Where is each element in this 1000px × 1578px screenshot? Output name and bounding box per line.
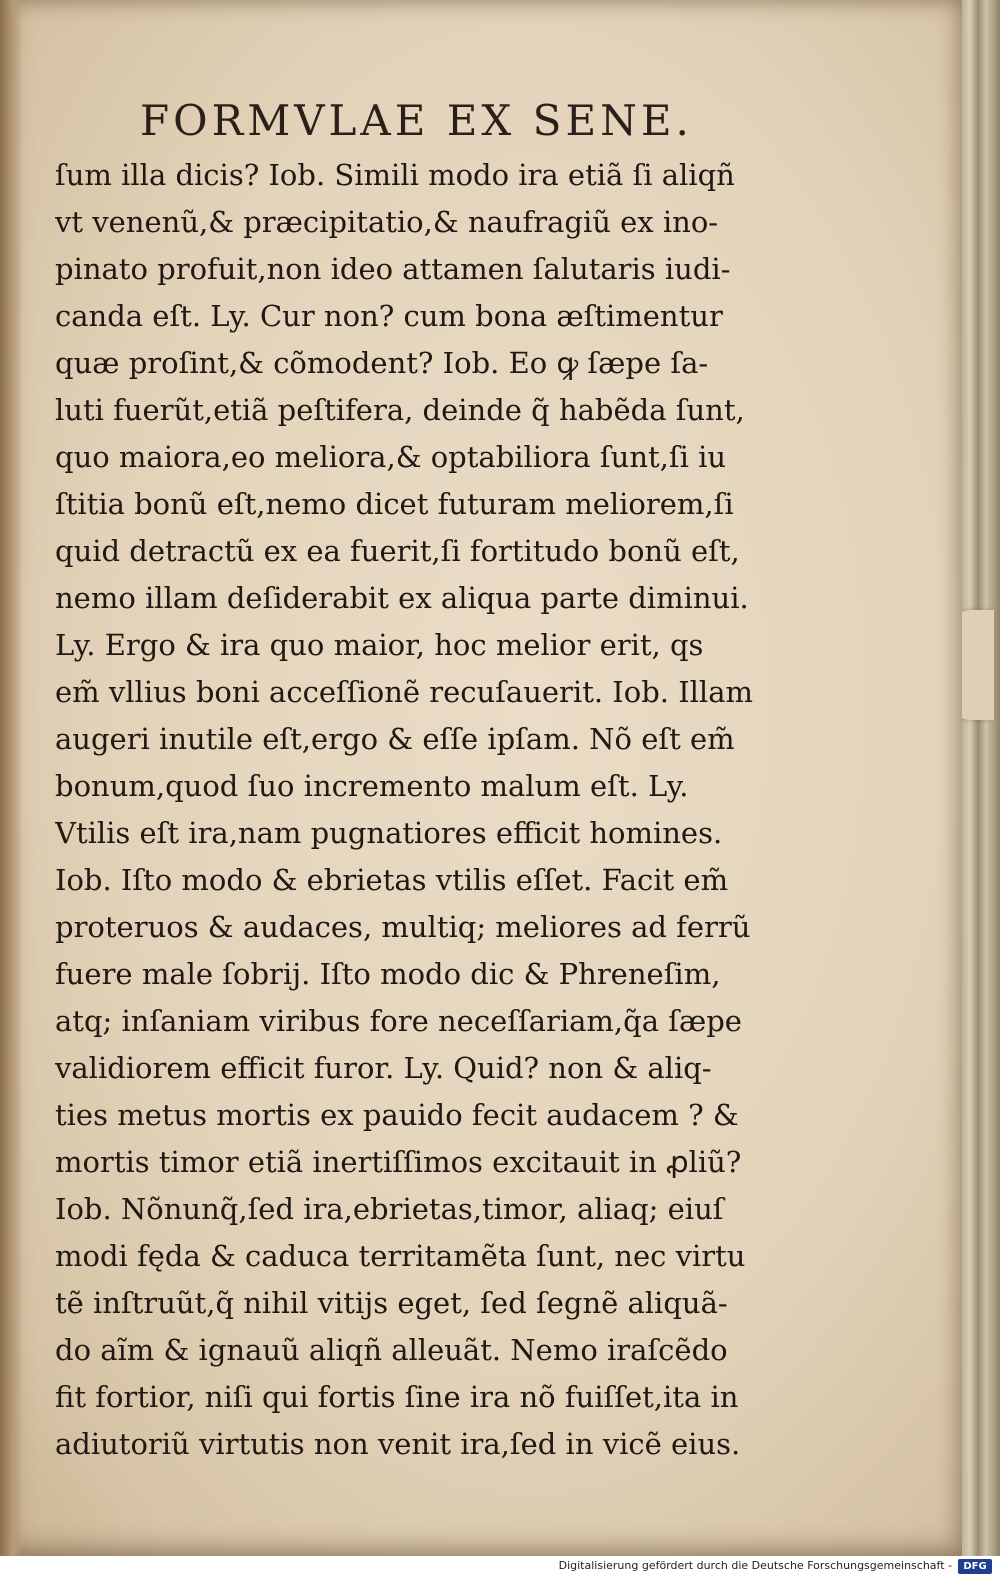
running-head: FORMVLAE EX SENE.: [140, 96, 693, 145]
dfg-logo: DFG: [958, 1559, 992, 1574]
text-line: vt venenũ,& præcipitatio,& naufragiũ ex ino-: [55, 205, 719, 239]
text-line: Vtilis eſt ira,nam pugnatiores efficit homines.: [55, 816, 723, 850]
text-line: quæ proſint,& cõmodent? Iob. Eo ꝙ ſæpe ſa-: [55, 346, 709, 380]
text-line: augeri inutile eſt,ergo & eſſe ipſam. Nõ eſt em̃: [55, 722, 735, 756]
book-page-edges: [960, 0, 1000, 1556]
text-line: Iob. Nõnunq̃,ſed ira,ebrietas,timor, aliaq; eiuſ: [55, 1192, 724, 1226]
text-line: mortis timor etiã inertiſſimos excitauit in ꝓliũ?: [55, 1145, 742, 1179]
page-text-block: [55, 152, 885, 1468]
text-line: adiutoriũ virtutis non venit ira,ſed in vicẽ eius.: [55, 1427, 741, 1461]
text-line: pinato profuit,non ideo attamen ſalutaris iudi-: [55, 252, 731, 286]
text-line: quid detractũ ex ea fuerit,ſi fortitudo bonũ eſt,: [55, 534, 740, 568]
text-line: modi fęda & caduca territamẽta ſunt, nec virtu: [55, 1239, 746, 1273]
text-line: ties metus mortis ex pauido fecit audacem ? &: [55, 1098, 739, 1132]
text-line: atq; inſaniam viribus fore neceſſariam,q̃a ſæpe: [55, 1004, 742, 1038]
page-spine-shadow: [0, 0, 22, 1556]
text-line: ſum illa dicis? Iob. Simili modo ira etiã ſi aliqñ: [55, 158, 735, 192]
footer-bar: [0, 1556, 1000, 1578]
text-line: nemo illam deſiderabit ex aliqua parte diminui.: [55, 581, 749, 615]
text-line: validiorem efficit furor. Ly. Quid? non & aliq-: [55, 1051, 712, 1085]
text-line: em̃ vllius boni acceſſionẽ recuſauerit. Iob. Illam: [55, 675, 753, 709]
text-line: luti fuerũt,etiã peſtifera, deinde q̃ habẽda ſunt,: [55, 393, 745, 427]
text-line: quo maiora,eo meliora,& optabiliora ſunt,ſi iu: [55, 440, 727, 474]
text-line: fuere male ſobrij. Iſto modo dic & Phreneſim,: [55, 957, 721, 991]
text-line: Iob. Iſto modo & ebrietas vtilis eſſet. Facit em̃: [55, 863, 729, 897]
text-line: do aĩm & ignauũ aliqñ alleuãt. Nemo iraſcẽdo: [55, 1333, 728, 1367]
text-line: fit fortior, niſi qui fortis ſine ira nõ fuiſſet,ita in: [55, 1380, 739, 1414]
text-line: Ly. Ergo & ira quo maior, hoc melior erit, qs: [55, 628, 704, 662]
text-line: canda eſt. Ly. Cur non? cum bona æſtimentur: [55, 299, 723, 333]
footer-credit-text: Digitalisierung gefördert durch die Deutsche Forschungsgemeinschaft -: [558, 1559, 952, 1572]
text-line: ſtitia bonũ eſt,nemo dicet futuram meliorem,ſi: [55, 487, 734, 521]
text-line: bonum,quod ſuo incremento malum eſt. Ly.: [55, 769, 689, 803]
text-line: tẽ inſtruũt,q̃ nihil vitijs eget, ſed ſegnẽ aliquã-: [55, 1286, 728, 1320]
text-line: proteruos & audaces, multiq; meliores ad ferrũ: [55, 910, 751, 944]
